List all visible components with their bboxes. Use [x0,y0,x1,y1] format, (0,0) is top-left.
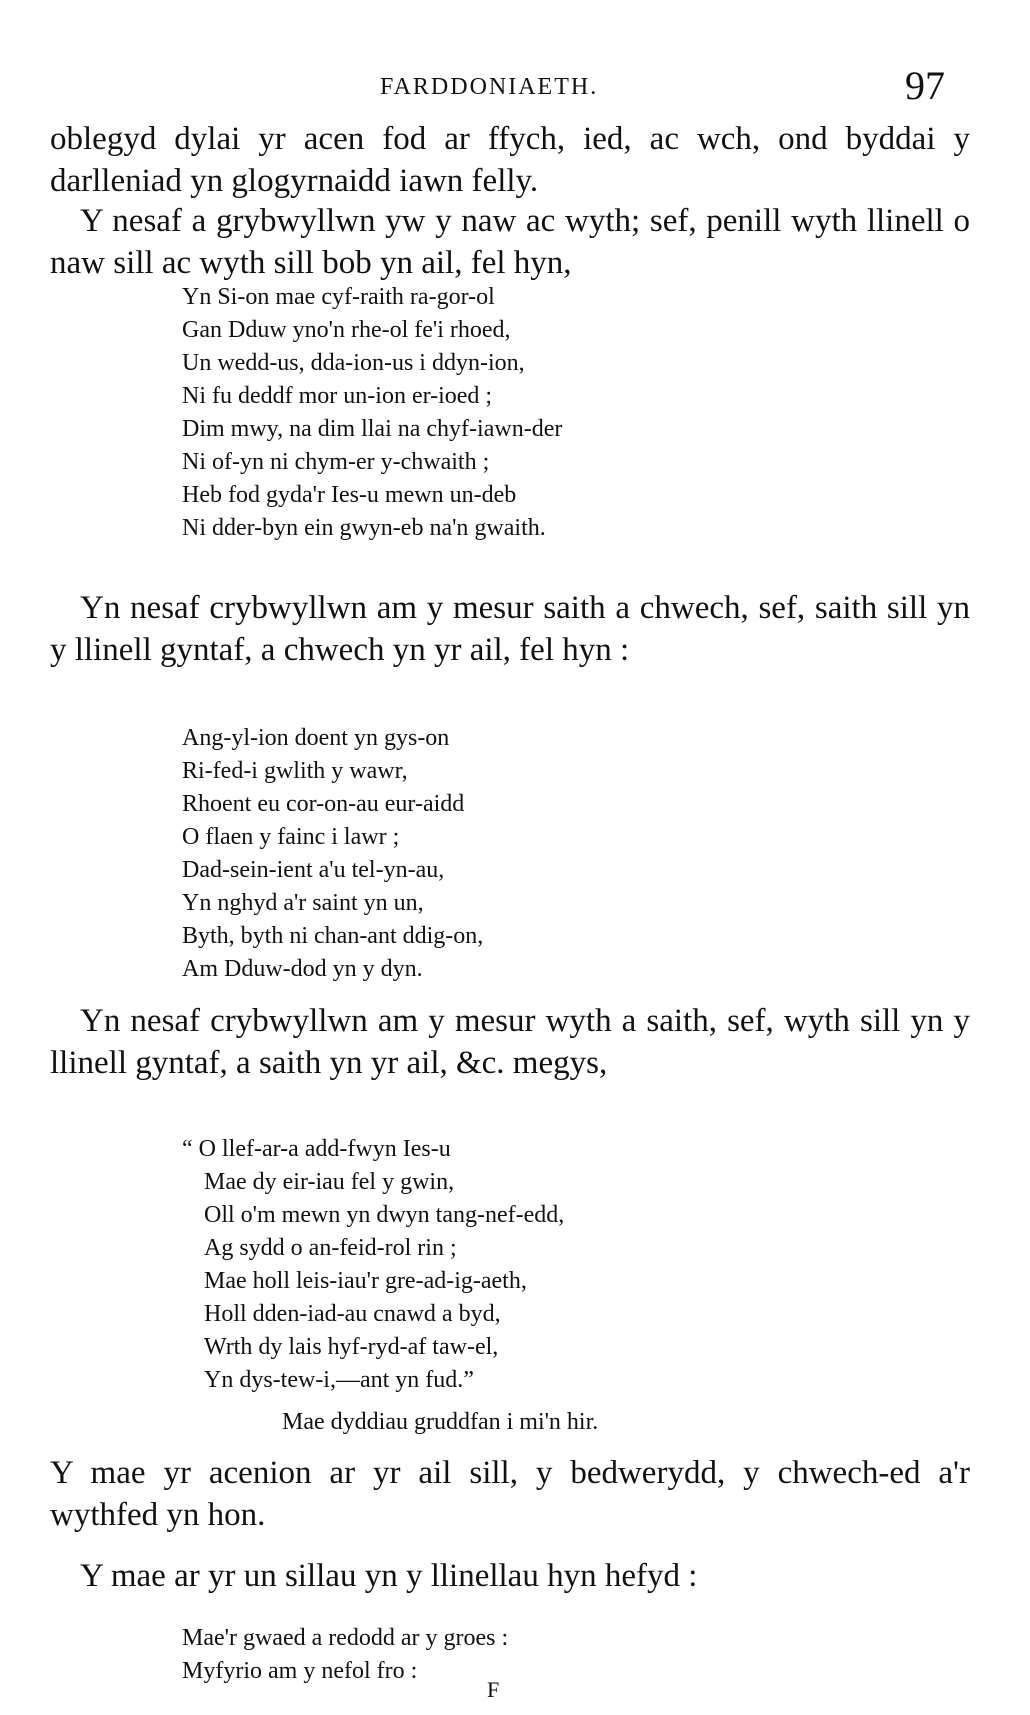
paragraph-6: Y mae ar yr un sillau yn y llinellau hyn hefyd : [80,1558,698,1594]
verse-line: Ni dder-byn ein gwyn-eb na'n gwaith. [182,515,546,541]
page-header [0,62,1030,108]
paragraph-4-block [50,1000,970,1084]
motto-line: Mae dyddiau gruddfan i mi'n hir. [282,1409,599,1435]
verse-saith-a-chwech [182,722,483,986]
paragraph-6-block [50,1555,970,1597]
verse-line: Yn dys-tew-i,—ant yn fud.” [204,1367,474,1393]
verse-line: Heb fod gyda'r Ies-u mewn un-deb [182,482,517,508]
verse-line: “ O llef-ar-a add-fwyn Ies-u [182,1136,451,1162]
verse-line: Ang-yl-ion doent yn gys-on [182,725,450,751]
verse-line: Mae holl leis-iau'r gre-ad-ig-aeth, [204,1268,527,1294]
paragraph-5: Y mae yr acenion ar yr ail sill, y bedwerydd, y chwech-ed a'r wythfed yn hon. [50,1455,970,1533]
running-title: FARDDONIAETH. [380,74,599,100]
verse-line: O flaen y fainc i lawr ; [182,824,400,850]
verse-line: Ag sydd o an-feid-rol rin ; [204,1235,457,1261]
verse-line: Mae'r gwaed a redodd ar y groes : [182,1625,509,1651]
paragraph-1-block [50,118,970,202]
verse-line: Gan Dduw yno'n rhe-ol fe'i rhoed, [182,317,511,343]
paragraph-1: oblegyd dylai yr acen fod ar ffych, ied, ac wch, ond byddai y darlleniad yn glogyrnaidd iawn felly. [50,121,970,199]
verse-line: Yn nghyd a'r saint yn un, [182,890,424,916]
paragraph-4: Yn nesaf crybwyllwn am y mesur wyth a saith, sef, wyth sill yn y llinell gyntaf, a saith yn yr ail, &c. megys, [50,1003,970,1081]
verse-naw-ac-wyth [182,281,562,545]
verse-line: Byth, byth ni chan-ant ddig-on, [182,923,484,949]
verse-line: Oll o'm mewn yn dwyn tang-nef-edd, [204,1202,565,1228]
verse-line: Am Dduw-dod yn y dyn. [182,956,423,982]
verse-line: Dad-sein-ient a'u tel-yn-au, [182,857,445,883]
paragraph-2: Y nesaf a grybwyllwn yw y naw ac wyth; sef, penill wyth llinell o naw sill ac wyth sill bob yn ail, fel hyn, [50,203,970,281]
paragraph-3-block [50,587,970,671]
paragraph-5-block [50,1452,970,1536]
verse-line: Dim mwy, na dim llai na chyf-iawn-der [182,416,563,442]
signature-mark: F [487,1677,500,1702]
verse-line: Myfyrio am y nefol fro : [182,1658,418,1684]
verse-line: Ni fu deddf mor un-ion er-ioed ; [182,383,493,409]
verse-line: Yn Si-on mae cyf-raith ra-gor-ol [182,284,495,310]
verse-line: Ri-fed-i gwlith y wawr, [182,758,408,784]
page-number: 97 [905,63,945,108]
paragraph-3: Yn nesaf crybwyllwn am y mesur saith a chwech, sef, saith sill yn y llinell gyntaf, a chwech yn yr ail, fel hyn : [50,590,970,668]
paragraph-2-block [50,200,970,284]
verse-line: Ni of-yn ni chym-er y-chwaith ; [182,449,490,475]
verse-line: Un wedd-us, dda-ion-us i ddyn-ion, [182,350,525,376]
verse-wyth-a-saith [182,1133,564,1397]
verse-line: Mae dy eir-iau fel y gwin, [204,1169,455,1195]
verse-example [182,1622,508,1688]
verse-line: Holl dden-iad-au cnawd a byd, [204,1301,501,1327]
verse-line: Wrth dy lais hyf-ryd-af taw-el, [204,1334,499,1360]
verse-line: Rhoent eu cor-on-au eur-aidd [182,791,465,817]
